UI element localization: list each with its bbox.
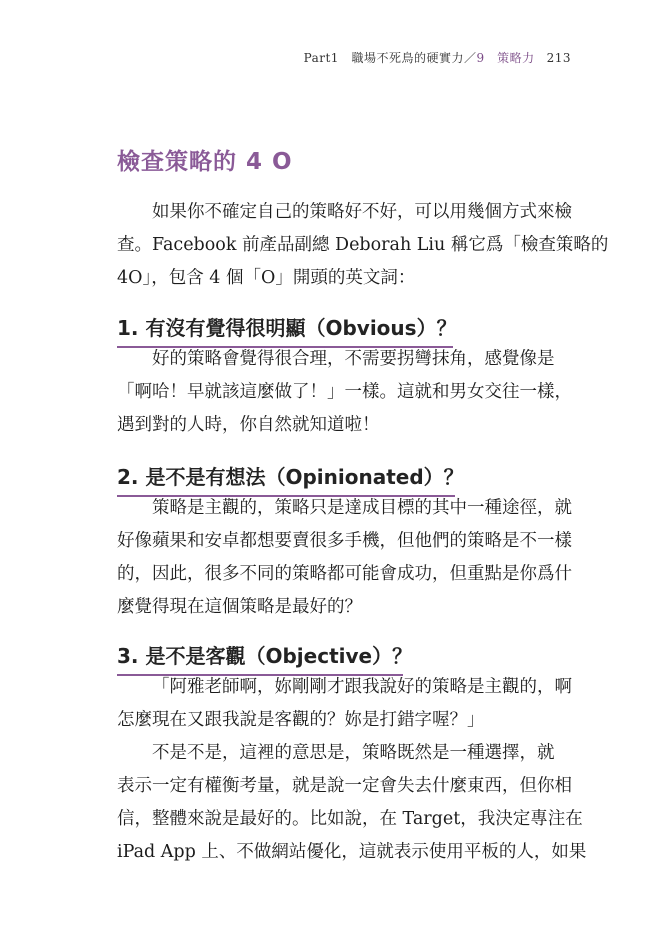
subheading-obvious — [117, 312, 457, 341]
text-line: 信，整體來說是最好的。比如說，在 Target，我決定專注在 — [117, 809, 583, 829]
text-line: 策略是主觀的，策略只是達成目標的其中一種途徑，就 — [152, 498, 572, 518]
text-line: 怎麼現在又跟我說是客觀的？妳是打錯字喔？」 — [117, 710, 485, 730]
text-line: 「阿雅老師啊，妳剛剛才跟我說好的策略是主觀的，啊 — [152, 677, 572, 697]
subheading-opinionated — [117, 461, 464, 490]
paragraph-objective-quote — [117, 671, 577, 737]
text-line: iPad App 上、不做網站優化，這就表示使用平板的人，如果 — [117, 842, 587, 862]
section-title: 檢查策略的 4 O — [117, 149, 293, 175]
paragraph-obvious — [117, 343, 577, 442]
text-line: 如果你不確定自己的策略好不好，可以用幾個方式來檢 — [152, 202, 572, 222]
text-line: 好像蘋果和安卓都想要賣很多手機，但他們的策略是不一樣 — [117, 531, 572, 551]
text-line: 「啊哈！早就該這麼做了！」一樣。這就和男女交往一樣， — [117, 382, 572, 402]
intro-paragraph — [117, 196, 609, 295]
text-line: 不是不是，這裡的意思是，策略既然是一種選擇，就 — [152, 743, 555, 763]
text-line: 4O」，包含 4 個「O」開頭的英文詞： — [117, 268, 416, 288]
text-line: 麼覺得現在這個策略是最好的？ — [117, 597, 362, 617]
running-header — [304, 49, 571, 66]
paragraph-opinionated — [117, 492, 577, 624]
text-line: 遇到對的人時，你自然就知道啦！ — [117, 415, 380, 435]
text-line: 表示一定有權衡考量，就是說一定會失去什麼東西，但你相 — [117, 776, 572, 796]
subheading-text: 1. 有沒有覺得很明顯（Obvious）？ — [117, 316, 457, 340]
paragraph-objective — [117, 737, 587, 869]
subheading-text: 2. 是不是有想法（Opinionated）？ — [117, 465, 464, 489]
text-line: 好的策略會覺得很合理，不需要拐彎抹角，感覺像是 — [152, 349, 555, 369]
text-line: 查。Facebook 前產品副總 Deborah Liu 稱它爲「檢查策略的 — [117, 235, 609, 255]
subheading-objective — [117, 640, 412, 669]
page-number: 213 — [546, 51, 571, 65]
text-line: 的，因此，很多不同的策略都可能會成功，但重點是你爲什 — [117, 564, 572, 584]
header-chapter: 9 策略力 — [476, 51, 535, 65]
header-part: Part1 職場不死鳥的硬實力／ — [303, 51, 477, 65]
subheading-text: 3. 是不是客觀（Objective）？ — [117, 644, 413, 668]
